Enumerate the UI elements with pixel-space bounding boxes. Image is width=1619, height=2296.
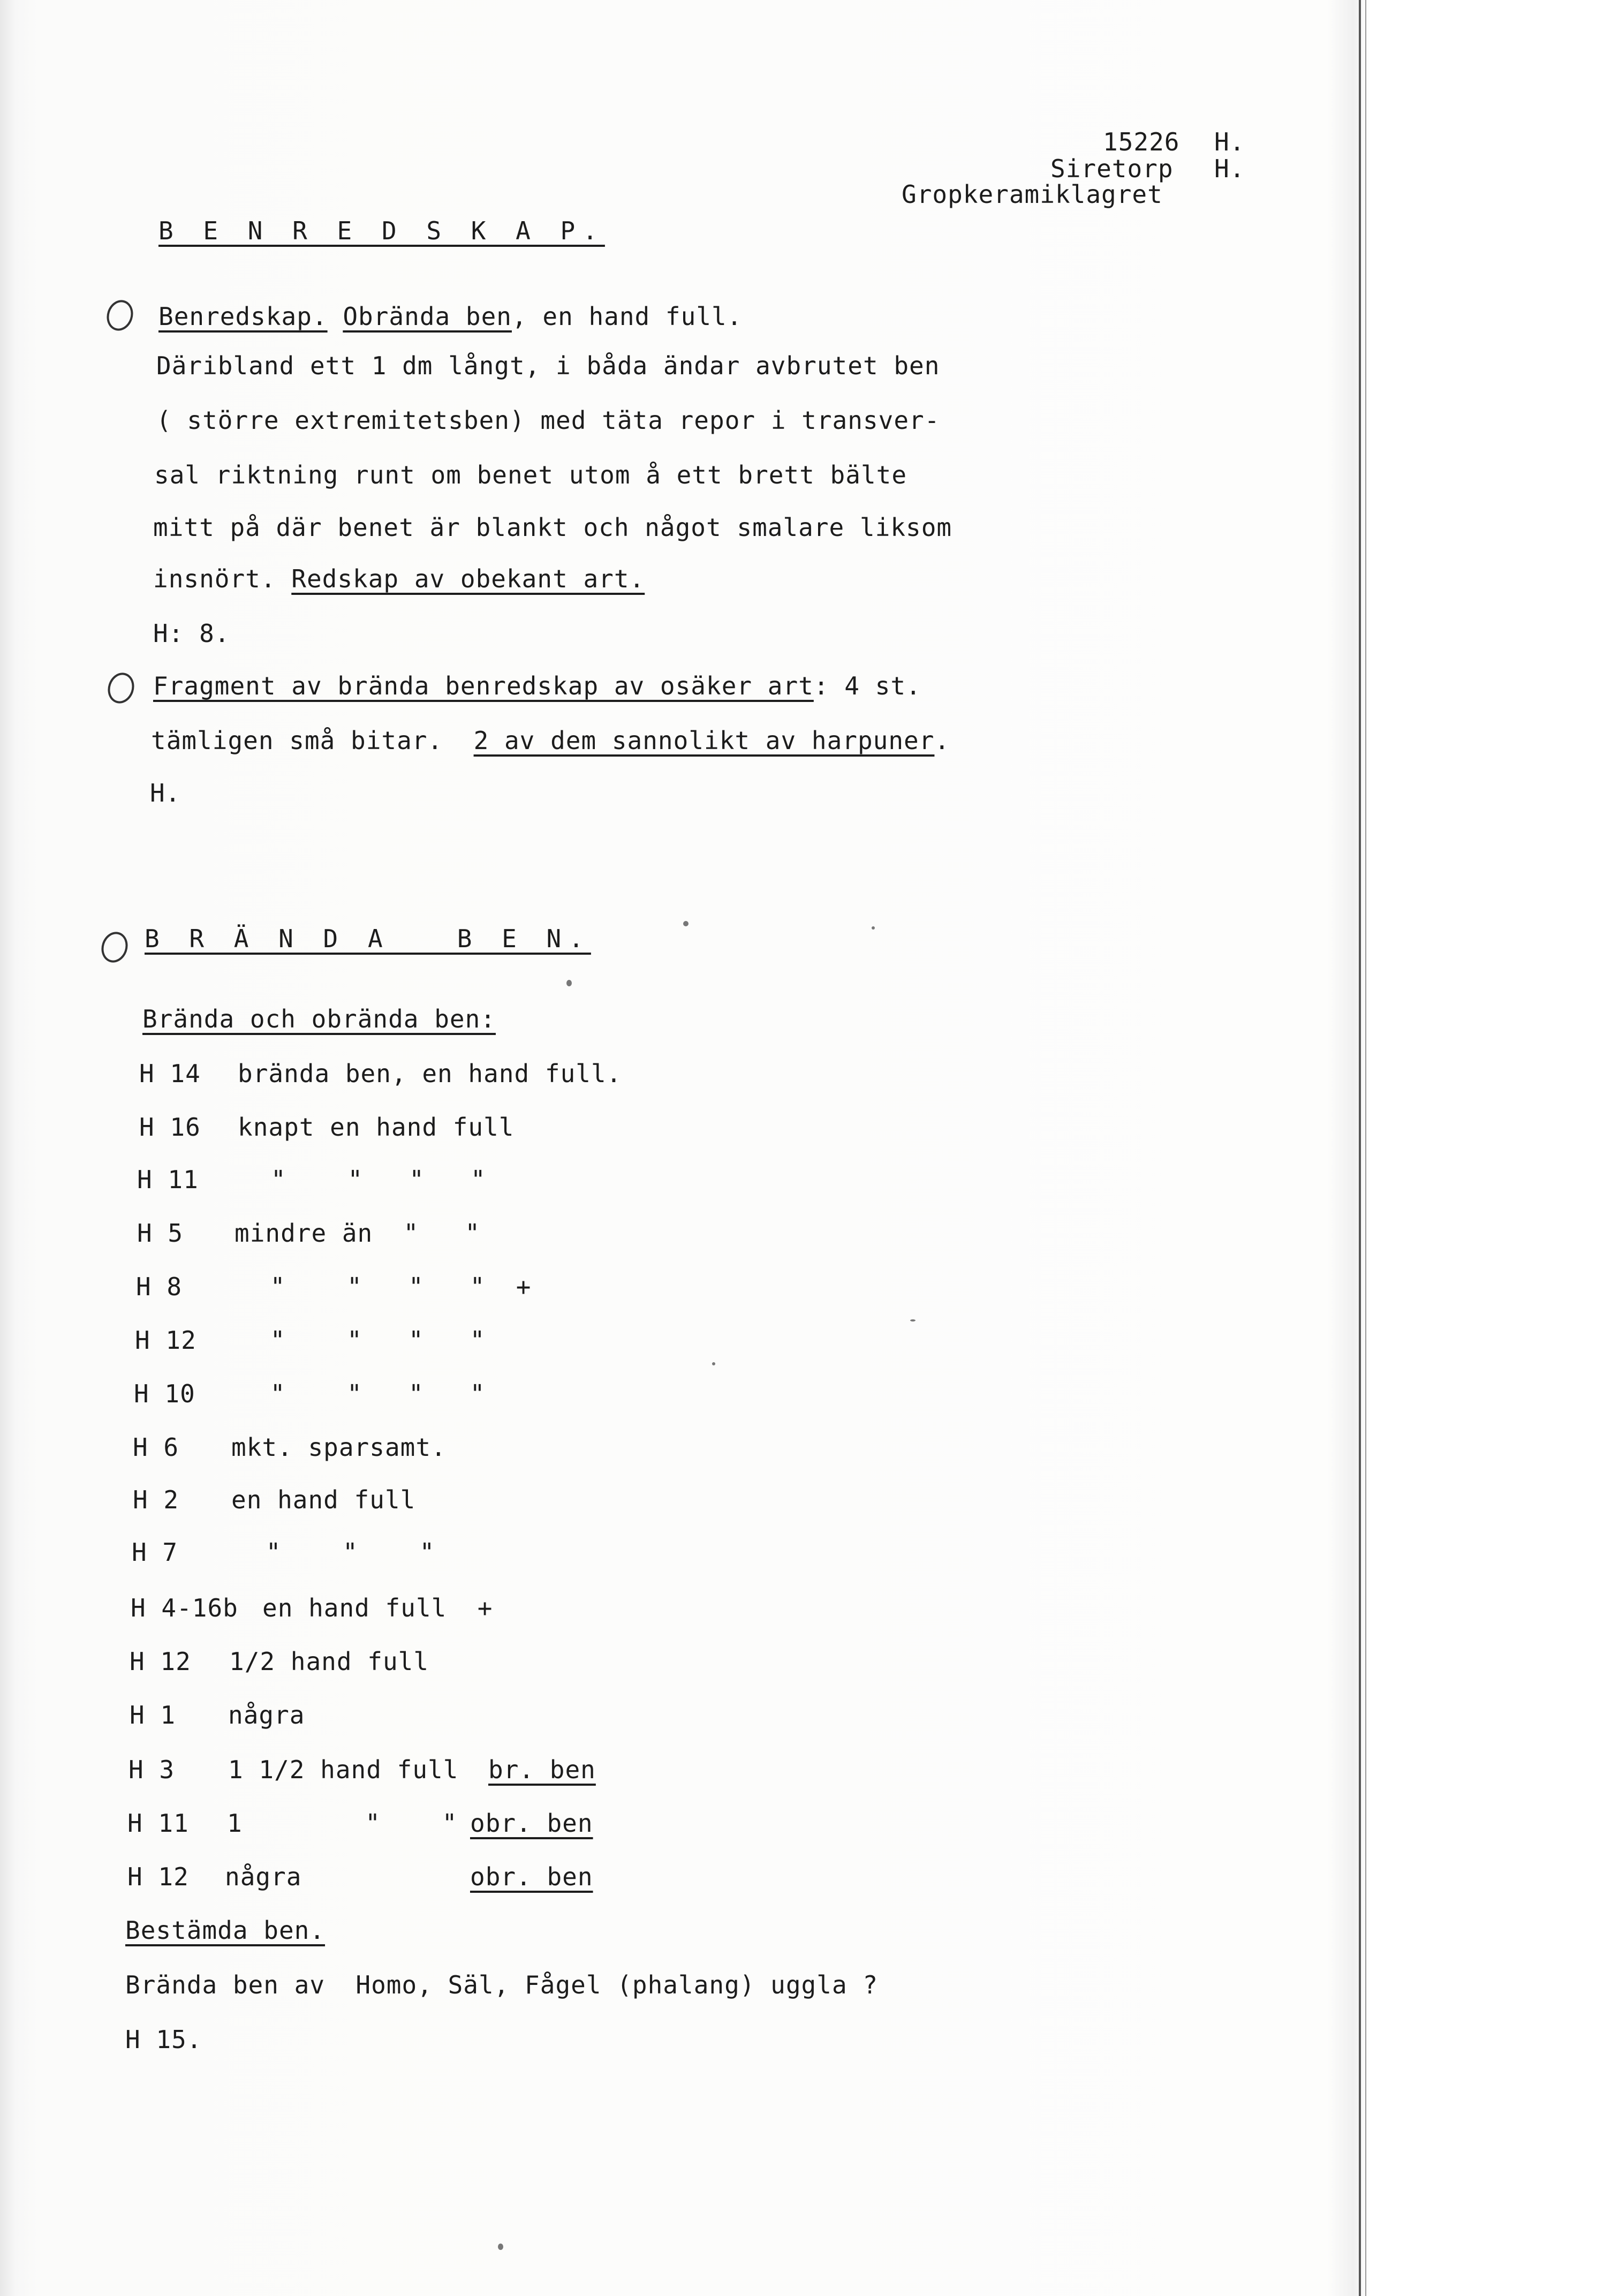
row-description: " " " " bbox=[255, 1379, 486, 1408]
entry-text-line: ( större extremitetsben) med täta repor i transver- bbox=[156, 406, 940, 435]
row-location: H 6 bbox=[133, 1433, 179, 1462]
row-note: obr. ben bbox=[470, 1809, 593, 1838]
catalog-suffix: H. bbox=[1214, 127, 1245, 156]
entry-label-fragment: Fragment av brända benredskap av osäker art bbox=[153, 671, 814, 700]
entry-ref: H. bbox=[150, 779, 181, 807]
row-description: 1 " " bbox=[227, 1809, 458, 1838]
row-location: H 4-16b bbox=[131, 1593, 238, 1622]
row-location: H 12 bbox=[135, 1326, 196, 1355]
circle-mark bbox=[104, 669, 138, 707]
determined-bones-ref: H 15. bbox=[125, 2025, 202, 2054]
section-title-tools: B E N R E D S K A P. bbox=[158, 216, 605, 245]
entry-line bbox=[158, 304, 742, 329]
row-description: mindre än " " bbox=[234, 1219, 481, 1248]
entry-text-line: sal riktning runt om benet utom å ett brett bälte bbox=[154, 460, 907, 489]
entry-label-fragment-tail: : 4 st. bbox=[813, 671, 921, 700]
row-location: H 11 bbox=[127, 1809, 189, 1838]
catalog-number: 15226 bbox=[1103, 127, 1180, 156]
row-note: br. ben bbox=[488, 1755, 596, 1784]
scan-speck bbox=[712, 1362, 715, 1365]
scan-speck bbox=[910, 1319, 916, 1321]
entry-ref: H: 8. bbox=[153, 619, 230, 648]
circle-mark bbox=[103, 297, 137, 334]
scan-speck bbox=[683, 921, 689, 926]
site-suffix: H. bbox=[1214, 154, 1245, 183]
bones-subtitle: Brända och obrända ben: bbox=[142, 1004, 496, 1033]
entry-label-unburned: Obrända ben bbox=[343, 302, 512, 331]
scan-speck bbox=[498, 2244, 503, 2250]
scan-speck bbox=[566, 980, 572, 986]
row-description: " " " bbox=[251, 1538, 435, 1567]
row-description: " " " " + bbox=[255, 1272, 532, 1301]
entry-label-tools: Benredskap. bbox=[158, 302, 328, 331]
row-location: H 12 bbox=[127, 1862, 189, 1891]
row-description: 1/2 hand full bbox=[229, 1647, 429, 1676]
site-name: Siretorp bbox=[1050, 154, 1174, 183]
row-location: H 12 bbox=[130, 1647, 191, 1676]
entry-line bbox=[153, 671, 921, 700]
page-edge-line bbox=[1359, 0, 1361, 2296]
row-description: 1 1/2 hand full bbox=[228, 1755, 459, 1784]
entry-line2-start: tämligen små bitar. bbox=[151, 726, 443, 755]
entry-text-line: mitt på där benet är blankt och något smalare liksom bbox=[153, 513, 952, 542]
circle-mark bbox=[97, 928, 132, 966]
row-location: H 1 bbox=[130, 1701, 176, 1729]
section-title-bones: B R Ä N D A B E N. bbox=[145, 924, 591, 953]
determined-bones-title: Bestämda ben. bbox=[125, 1916, 326, 1945]
entry-last-line-start: insnört. bbox=[153, 564, 276, 593]
row-description: en hand full bbox=[231, 1485, 416, 1514]
entry-text-line bbox=[151, 728, 950, 753]
row-description: knapt en hand full bbox=[238, 1113, 515, 1142]
row-location: H 11 bbox=[137, 1165, 199, 1194]
entry-tail: , en hand full. bbox=[511, 302, 743, 331]
entry-last-line-underlined: Redskap av obekant art. bbox=[291, 564, 645, 593]
row-description: " " " " bbox=[255, 1326, 486, 1355]
row-location: H 3 bbox=[128, 1755, 175, 1784]
row-description: brända ben, en hand full. bbox=[238, 1059, 622, 1088]
row-location: H 16 bbox=[139, 1113, 201, 1142]
entry-text-line: Däribland ett 1 dm långt, i båda ändar avbrutet ben bbox=[156, 351, 940, 380]
row-location: H 7 bbox=[132, 1538, 178, 1567]
scan-speck bbox=[872, 926, 875, 930]
row-description: några bbox=[225, 1862, 302, 1891]
row-description: en hand full + bbox=[262, 1593, 493, 1622]
row-location: H 10 bbox=[134, 1379, 195, 1408]
row-location: H 8 bbox=[136, 1272, 183, 1301]
entry-line2-end: . bbox=[934, 726, 950, 755]
row-location: H 5 bbox=[137, 1219, 184, 1248]
row-description: " " " " bbox=[271, 1165, 486, 1194]
row-location: H 2 bbox=[133, 1485, 179, 1514]
entry-line2-underlined: 2 av dem sannolikt av harpuner bbox=[473, 726, 935, 755]
entry-last-line bbox=[153, 564, 645, 593]
layer-name: Gropkeramiklagret bbox=[902, 180, 1163, 209]
row-description: mkt. sparsamt. bbox=[231, 1433, 447, 1462]
determined-bones-text: Brända ben av Homo, Säl, Fågel (phalang) uggla ? bbox=[125, 1970, 879, 1999]
row-note: obr. ben bbox=[470, 1862, 593, 1891]
row-location: H 14 bbox=[139, 1059, 201, 1088]
row-description: några bbox=[228, 1701, 305, 1729]
page-edge-line-secondary bbox=[1365, 0, 1366, 2296]
